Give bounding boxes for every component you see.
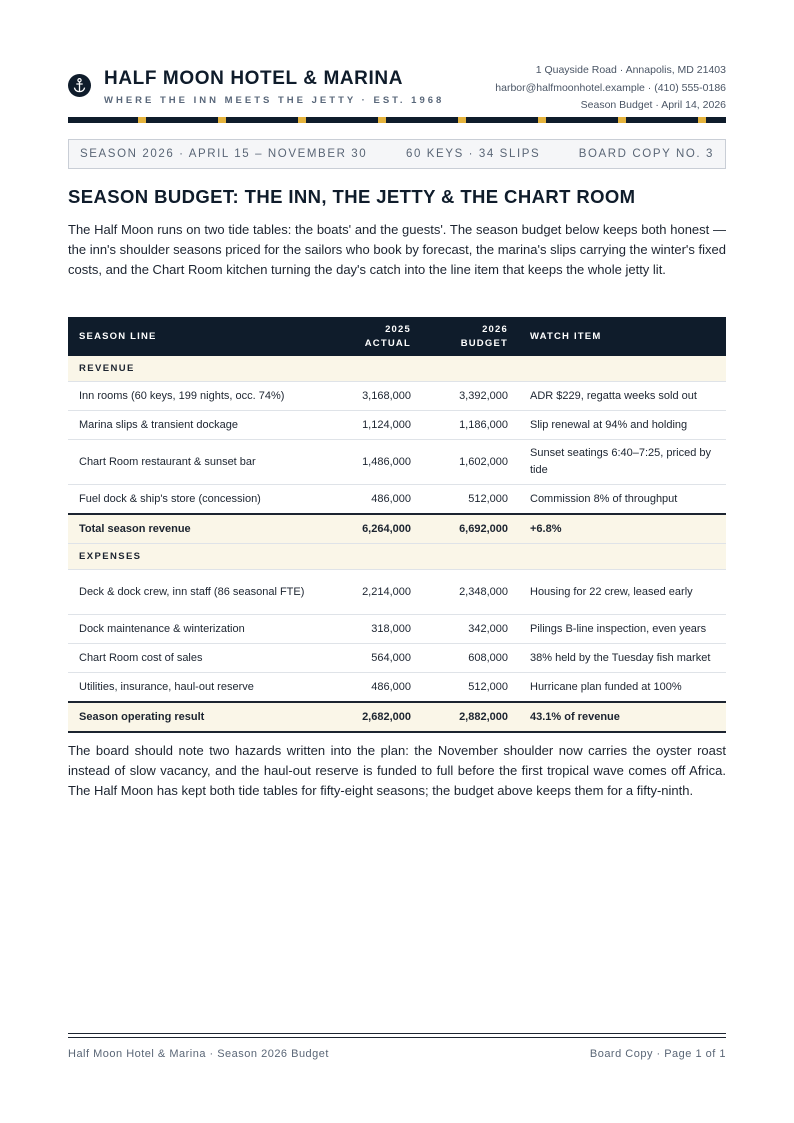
anchor-icon	[68, 74, 91, 97]
column-header-actual: 2025 ACTUAL	[325, 317, 422, 356]
table-row: Deck & dock crew, inn staff (86 seasonal FTE) 2,214,000 2,348,000 Housing for 22 crew, leased early	[68, 570, 726, 615]
address-line: 1 Quayside Road · Annapolis, MD 21403	[535, 64, 726, 76]
column-header-line: SEASON LINE	[68, 317, 325, 356]
budget-table	[68, 317, 726, 733]
header-rule	[68, 117, 726, 123]
table-row: Chart Room cost of sales 564,000 608,000 38% held by the Tuesday fish market	[68, 644, 726, 673]
footer-right: Board Copy · Page 1 of 1	[589, 1048, 726, 1060]
document-title: SEASON BUDGET: THE INN, THE JETTY & THE CHART ROOM	[68, 186, 636, 207]
column-header-budget: 2026 BUDGET	[422, 317, 519, 356]
footer-rule	[68, 1033, 726, 1038]
season-dates: SEASON 2026 · APRIL 15 – NOVEMBER 30	[80, 148, 368, 160]
table-header-row	[68, 317, 726, 356]
hotel-tagline: WHERE THE INN MEETS THE JETTY · EST. 1968	[104, 95, 445, 106]
section-row-expenses: EXPENSES	[68, 544, 726, 570]
brand-block	[68, 66, 488, 108]
closing-paragraph: The board should note two hazards written into the plan: the November shoulder now carries the oyster roast instead of slow vacancy, and the haul-out reserve is funded to full before the first tropical wave comes off Africa. The Half Moon has kept both tide tables for fifty-eight seasons; the budget above keeps them for a fifty-ninth.	[68, 743, 726, 798]
contact-block	[495, 62, 726, 115]
document-date-line: Season Budget · April 14, 2026	[580, 99, 726, 111]
column-header-watch: WATCH ITEM	[519, 317, 726, 356]
footer-left: Half Moon Hotel & Marina · Season 2026 Budget	[68, 1048, 329, 1060]
table-row: Inn rooms (60 keys, 199 nights, occ. 74%) 3,168,000 3,392,000 ADR $229, regatta weeks sold out	[68, 382, 726, 411]
operating-result-row: Season operating result 2,682,000 2,882,000 43.1% of revenue	[68, 702, 726, 732]
table-row: Dock maintenance & winterization 318,000 342,000 Pilings B-line inspection, even years	[68, 615, 726, 644]
board-copy-number: BOARD COPY NO. 3	[578, 148, 714, 160]
revenue-total-row: Total season revenue 6,264,000 6,692,000 +6.8%	[68, 514, 726, 544]
table-row: Chart Room restaurant & sunset bar 1,486,000 1,602,000 Sunset seatings 6:40–7:25, priced by tide	[68, 440, 726, 485]
contact-line: harbor@halfmoonhotel.example · (410) 555-0186	[495, 81, 726, 94]
table-row: Utilities, insurance, haul-out reserve 486,000 512,000 Hurricane plan funded at 100%	[68, 673, 726, 703]
table-row: Fuel dock & ship's store (concession) 486,000 512,000 Commission 8% of throughput	[68, 485, 726, 515]
budget-document	[68, 0, 726, 1123]
hotel-name: HALF MOON HOTEL & MARINA	[104, 68, 404, 89]
season-capacity: 60 KEYS · 34 SLIPS	[406, 148, 541, 160]
section-row-revenue: REVENUE	[68, 356, 726, 382]
season-bar	[68, 139, 726, 169]
table-row: Marina slips & transient dockage 1,124,000 1,186,000 Slip renewal at 94% and holding	[68, 411, 726, 440]
intro-paragraph: The Half Moon runs on two tide tables: the boats' and the guests'. The season budget below keeps both honest — the inn's shoulder seasons priced for the sailors who book by forecast, the marina's slips carrying the winter's fixed costs, and the Chart Room kitchen turning the day's catch into the line item that keeps the whole jetty lit.	[68, 222, 726, 277]
